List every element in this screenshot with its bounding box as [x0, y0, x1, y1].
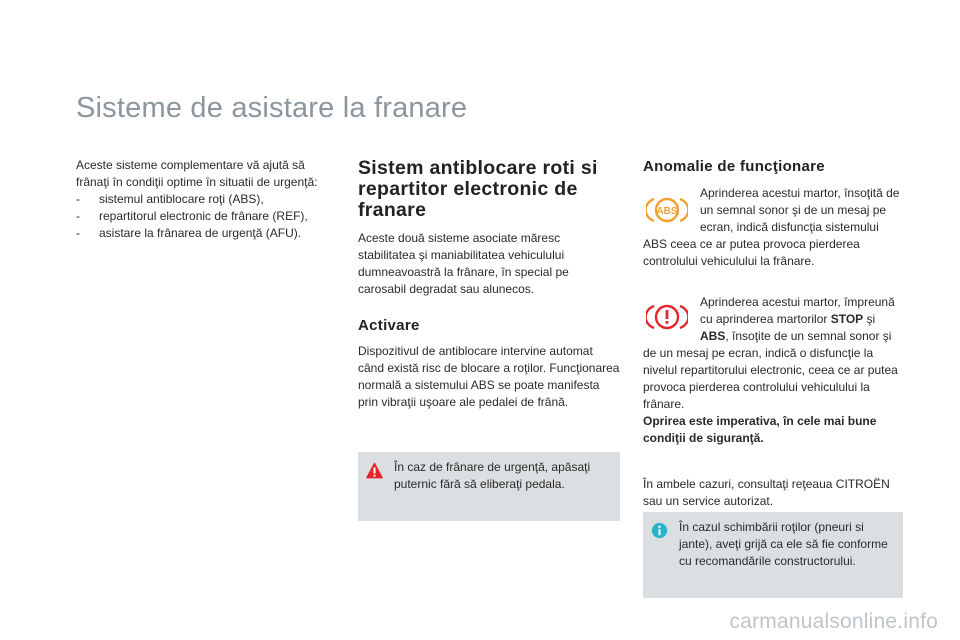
watermark: carmanualsonline.info: [729, 610, 938, 633]
warning-box: [358, 452, 620, 521]
systems-list: [76, 191, 336, 242]
brake-lamp-text: Aprinderea acestui martor, împreună cu aprinderea martorilor STOP şi ABS, însoţite de un semnal sonor şi de un mesaj pe ecran, indică o disfuncţie la nivelul repartitorului electronic, ceea ce ar putea provoca pierderea controlului vehiculului la frânare.: [643, 295, 898, 411]
info-box: [643, 512, 903, 598]
abs-warning-lamp-icon: [646, 195, 688, 225]
intro-text: Aceste sisteme complementare vă ajută să frânaţi în condiţii optime în situatii de urgenţă:: [76, 158, 318, 189]
warning-text: În caz de frânare de urgenţă, apăsaţi puternic fără să eliberaţi pedala.: [394, 460, 591, 491]
list-item: - sistemul antiblocare roţi (ABS),: [76, 192, 264, 206]
page-title: Sisteme de asistare la franare: [76, 92, 468, 124]
svg-text:ABS: ABS: [656, 206, 678, 217]
abs-lamp-text: Aprinderea acestui martor, însoţită de un semnal sonor şi de un mesaj pe ecran, indică disfuncţia sistemului ABS ceea ce ar putea provoca pierderea controlului vehiculului la frânare.: [643, 186, 900, 268]
activation-text: Dispozitivul de antiblocare intervine automat când există risc de blocare a roţilor. Funcţionarea normală a sistemului ABS se poate manifesta prin vibraţii uşoare ale pedalei de frână.: [358, 344, 620, 409]
important-notice: Oprirea este imperativa, în cele mai bune condiţii de siguranţă.: [643, 414, 877, 445]
abs-lamp-block: [643, 185, 905, 270]
malfunction-section: [643, 158, 905, 510]
malfunction-heading: Anomalie de funcţionare: [643, 158, 825, 175]
abs-section-intro: Aceste două sisteme asociate măresc stabilitatea şi maniabilitatea vehiculului dumneavoastră la frânare, în special pe carosabil degradat sau alunecos.: [358, 231, 569, 296]
brake-lamp-block: [643, 294, 905, 459]
warning-exclamation-icon: [366, 462, 383, 479]
abs-section-heading: Sistem antiblocare roti si repartitor electronic de franare: [358, 157, 598, 221]
conclusion-text: În ambele cazuri, consultaţi reţeaua CITROËN sau un service autorizat.: [643, 477, 890, 508]
activation-heading: Activare: [358, 317, 420, 334]
abs-section: [358, 158, 620, 411]
list-item: - repartitorul electronic de frânare (REF),: [76, 209, 308, 223]
info-text: În cazul schimbării roţilor (pneuri si jante), aveţi grijă ca ele să fie conforme cu recomandările constructorului.: [679, 520, 888, 568]
info-icon: [651, 522, 668, 539]
brake-warning-lamp-icon: [646, 302, 688, 332]
intro-column: [76, 157, 336, 242]
list-item: - asistare la frânarea de urgenţă (AFU).: [76, 226, 302, 240]
